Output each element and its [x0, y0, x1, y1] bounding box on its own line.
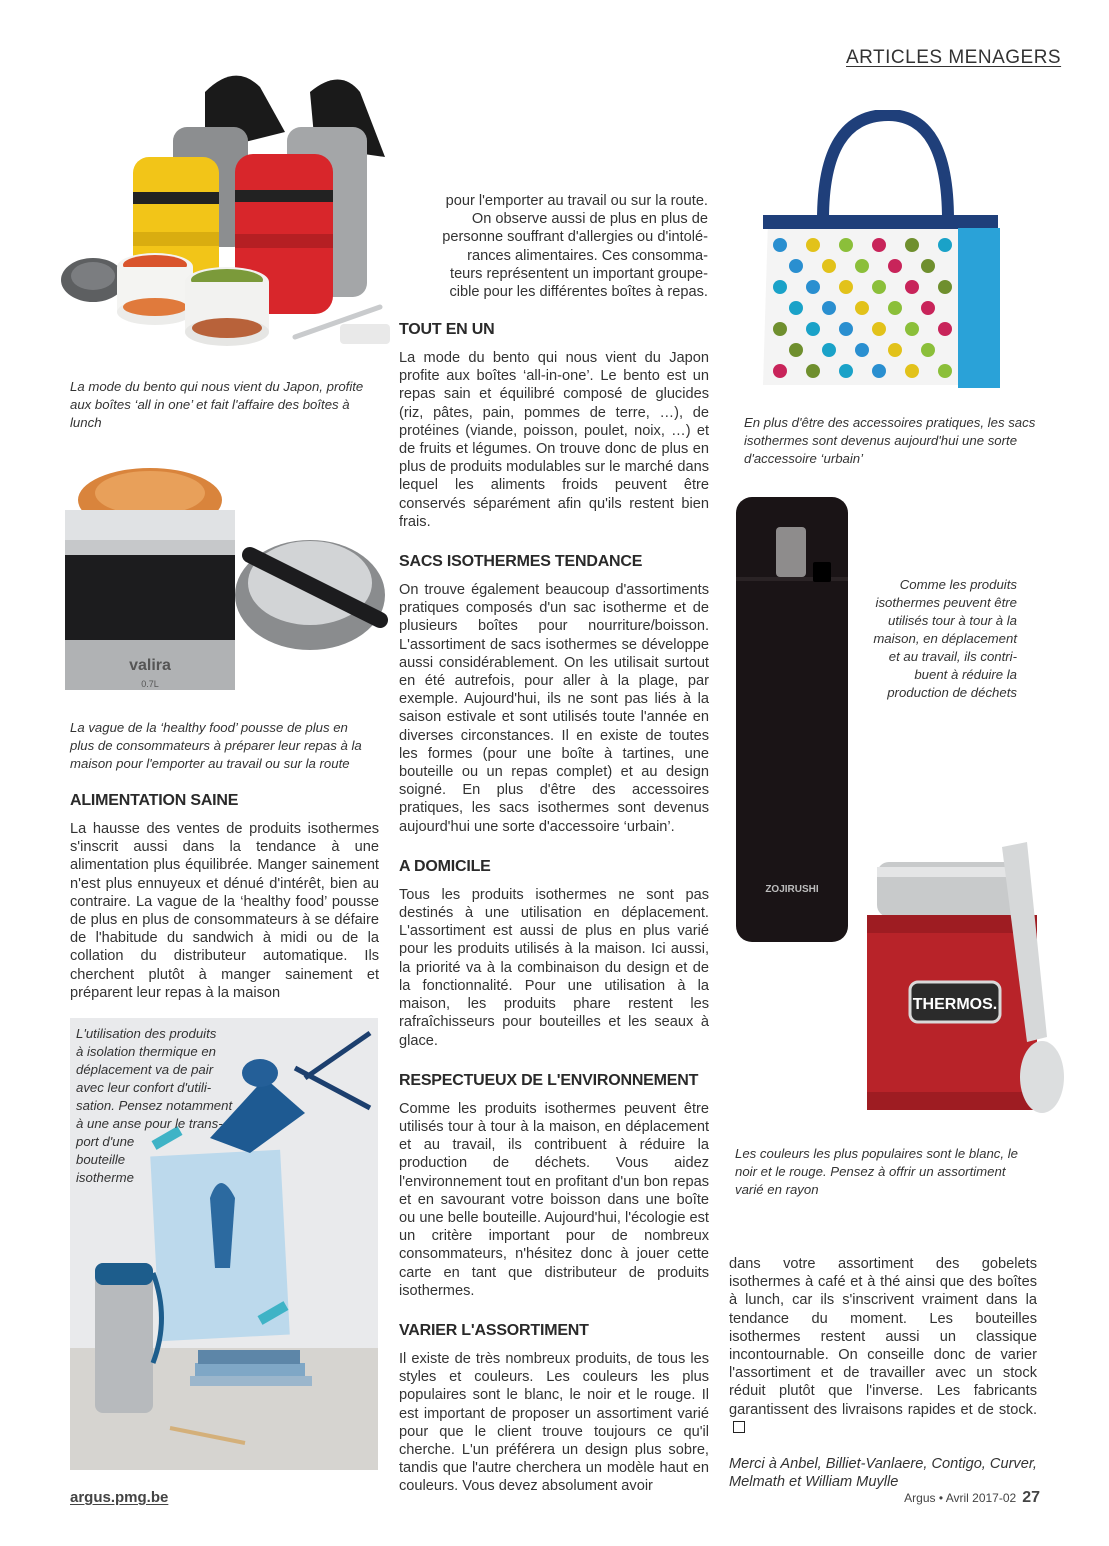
polka-dot: [789, 343, 803, 357]
polka-dot: [773, 364, 787, 378]
caption-line: à une anse pour le trans-: [76, 1116, 223, 1131]
polka-dot: [938, 238, 952, 252]
polka-dot: [773, 322, 787, 336]
polka-dot: [872, 364, 886, 378]
intro-line: rances alimentaires. Ces consomma-: [467, 247, 708, 264]
caption-line: buent à réduire la: [914, 667, 1017, 682]
polka-dot: [822, 259, 836, 273]
middle-column: [399, 321, 709, 1496]
polka-dot: [806, 364, 820, 378]
valira-logo: valira: [129, 657, 171, 674]
thermos-food-jar-image: [862, 837, 1072, 1117]
polka-dot: [921, 343, 935, 357]
footer-issue: [904, 1489, 1040, 1507]
paragraph-environnement: Comme les produits isothermes peuvent être utilisés tour à tour à la maison, en déplacement et au travail, ils contribuent à réduire la production de déchets. Vous aidez l'environnement tout en profitant d'un bon repas et en savourant votre boisson dans une boîte ou une belle bouteille. Aujourd'hui, l'écologie est un critère important pour de nombreux consommateurs, n'hésitez donc à jouer cette carte en tant que distributeur de produits isothermes.: [399, 1100, 709, 1299]
paragraph-a-domicile: Tous les produits isothermes ne sont pas destinés à une utilisation en déplacement. L'assortiment est aussi de plus en plus varié pour les produits utilisés à la maison. Ici aussi, la priorité va à la combinaison du design et de la fonctionnalité. Pour une utilisation à la maison, les produits phare restent les rafraîchisseurs pour bouteilles et les seaux à glace.: [399, 886, 709, 1049]
valira-food-jar-image: [55, 455, 395, 705]
heading-environnement: RESPECTUEUX DE L'ENVIRONNEMENT: [399, 1071, 699, 1089]
polka-dot: [905, 280, 919, 294]
caption-line: utilisés tour à tour à la: [887, 613, 1017, 628]
intro-line: cible pour les différentes boîtes à repas.: [449, 284, 708, 301]
polka-dot: [872, 238, 886, 252]
polka-dot: [905, 322, 919, 336]
polka-dot: [855, 259, 869, 273]
polka-dot: [822, 301, 836, 315]
polka-dot: [888, 343, 902, 357]
polka-dot: [872, 322, 886, 336]
continuation-text: dans votre assortiment des gobelets isothermes à café et à thé ainsi que des boîtes à lunch, car ils s'inscrivent vraiment dans la tendance du moment. Les bouteilles isothermes restent aussi un classique incontournable. On conseille donc de varier l'assortiment et de travailler avec un stock réduit plutôt que l'inverse. Les fabricants garantissent des livraisons rapides et de stock.: [729, 1256, 1037, 1418]
polka-dot: [839, 280, 853, 294]
paragraph-varier: Il existe de très nombreux produits, de tous les styles et couleurs. Les couleurs les plus populaires sont le blanc, le noir et le rouge. Il est important de proposer un assortiment varié pour que le client trouve toujours ce qu'il cherche. L'un préférera un design plus sobre, tandis que l'autre cherchera un modèle haut en couleurs. Vous devez absolument avoir: [399, 1350, 709, 1495]
caption-couleurs: Les couleurs les plus populaires sont le blanc, le noir et le rouge. Pensez à offrir un assortiment varié en rayon: [735, 1146, 1018, 1197]
intro-line: pour l'emporter au travail ou sur la route.: [445, 193, 708, 209]
caption-sacs: En plus d'être des accessoires pratiques, les sacs isothermes sont devenus aujourd'hui une sorte d'accessoire ‘urbain’: [744, 415, 1036, 466]
caption-line: bouteille: [76, 1152, 126, 1167]
caption-line: isotherme: [76, 1170, 134, 1185]
caption-line: production de déchets: [887, 685, 1017, 700]
caption-isolation: [76, 1025, 251, 1187]
thermos-logo: THERMOS.: [912, 996, 998, 1013]
caption-line: et au travail, ils contri-: [888, 649, 1017, 664]
paragraph-continuation: [729, 1255, 1037, 1437]
paragraph-alimentation-saine: La hausse des ventes de produits isothermes s'inscrit aussi dans la tendance à une alimentation plus équilibrée. Manger sainement n'est plus ennuyeux et dénué d'intérêt, bien au contraire. La vague de la ‘healthy food’ pousse de plus en plus de consommateurs à se défaire de l'habitude du sandwich à midi ou de la collation du distributeur automatique. Ils cherchent plutôt à manger sainement et préparent leur repas à la maison: [70, 821, 379, 1001]
caption-comme: [864, 576, 1017, 702]
intro-continuation: [408, 192, 708, 301]
heading-a-domicile: A DOMICILE: [399, 857, 491, 875]
paragraph-tout-en-un: La mode du bento qui nous vient du Japon profite aux boîtes ‘all-in-one’. Le bento est un repas sain et équilibré composé de glucides (riz, pâtes, pain, pommes de terre, …), de protéines (viande, poisson, poulet, noix, …) et de fruits et légumes. On trouve donc de plus en plus de produits modulables sur le marché dans lequel les aliments froids peuvent être conservés séparément afin qu'ils restent bien frais.: [399, 350, 709, 530]
caption-line: L'utilisation des produits: [76, 1026, 217, 1041]
left-column: [70, 792, 379, 1002]
footer-magazine: Argus • Avril 2017-02: [904, 1491, 1017, 1505]
polka-dot: [839, 364, 853, 378]
heading-alimentation-saine: ALIMENTATION SAINE: [70, 792, 239, 809]
polka-dot: [888, 259, 902, 273]
volume-label: 0.7L: [141, 679, 159, 689]
caption-line: sation. Pensez notamment: [76, 1098, 233, 1113]
heading-tout-en-un: TOUT EN UN: [399, 321, 495, 338]
polka-dot: [905, 364, 919, 378]
intro-line: On observe aussi de plus en plus de: [471, 211, 708, 228]
polka-dot: [806, 280, 820, 294]
right-column: [729, 1255, 1037, 1491]
zojirushi-bottle-image: [728, 492, 858, 947]
caption-healthy-food: La vague de la ‘healthy food’ pousse de plus en plus de consommateurs à préparer leur repas à la maison pour l'emporter au travail ou sur la route: [70, 720, 362, 771]
caption-line: maison, en déplacement: [873, 631, 1017, 646]
polka-dot: [773, 280, 787, 294]
thanks-note: Merci à Anbel, Billiet-Vanlaere, Contigo, Curver, Melmath et William Muylle: [729, 1456, 1037, 1491]
page-number: 27: [1022, 1489, 1040, 1506]
bento-containers-image: [55, 62, 395, 354]
polka-dot: [789, 259, 803, 273]
polka-dot: [855, 301, 869, 315]
caption-line: isothermes peuvent être: [875, 595, 1017, 610]
heading-varier: VARIER L'ASSORTIMENT: [399, 1321, 589, 1339]
polka-dot: [806, 238, 820, 252]
polka-dot: [789, 301, 803, 315]
polka-dot-cooler-bag-image: [758, 110, 1013, 395]
caption-line: déplacement va de pair: [76, 1062, 214, 1077]
polka-dot: [839, 322, 853, 336]
footer-site-link[interactable]: argus.pmg.be: [70, 1489, 169, 1506]
caption-line: avec leur confort d'utili-: [76, 1080, 212, 1095]
intro-line: teurs représentent un important groupe-: [450, 265, 708, 282]
zojirushi-logo: ZOJIRUSHI: [765, 884, 819, 895]
polka-dot: [822, 343, 836, 357]
polka-dot: [872, 280, 886, 294]
heading-sacs-isothermes: SACS ISOTHERMES TENDANCE: [399, 553, 643, 571]
polka-dot: [855, 343, 869, 357]
caption-line: à isolation thermique en: [76, 1044, 217, 1059]
polka-dot: [938, 280, 952, 294]
polka-dot: [921, 301, 935, 315]
paragraph-sacs-isothermes: On trouve également beaucoup d'assortiments pratiques composés d'un sac isotherme et de plusieurs boîtes pour nourriture/boisson. L'assortiment de sacs isothermes se développe aussi considérablement. On les utilisait surtout en été autrefois, pour aller à la plage, par exemple. Aujourd'hui, ils ne sont pas liés à la saison estivale et sont utilisés toute l'année en diverses circonstances. Il en existe de toutes les formes (pour une boîte à tartines, une bouteille ou un repas complet) et au design soigné. En plus d'être des accessoires pratiques, les sacs isothermes sont devenus aujourd'hui une sorte d'accessoire ‘urbain’.: [399, 582, 709, 835]
polka-dot: [938, 322, 952, 336]
polka-dot: [938, 364, 952, 378]
section-label: ARTICLES MENAGERS: [846, 47, 1062, 68]
caption-bento: La mode du bento qui nous vient du Japon, profite aux boîtes ‘all in one’ et fait l'affaire des boîtes à lunch: [70, 379, 364, 430]
polka-dot: [806, 322, 820, 336]
polka-dot: [921, 259, 935, 273]
polka-dot: [888, 301, 902, 315]
polka-dot: [905, 238, 919, 252]
intro-line: personne souffrant d'allergies ou d'intolé-: [442, 229, 708, 246]
end-mark-icon: [733, 1421, 745, 1433]
caption-line: Comme les produits: [899, 577, 1017, 592]
caption-line: port d'une: [76, 1134, 135, 1149]
polka-dot: [839, 238, 853, 252]
polka-dot: [773, 238, 787, 252]
